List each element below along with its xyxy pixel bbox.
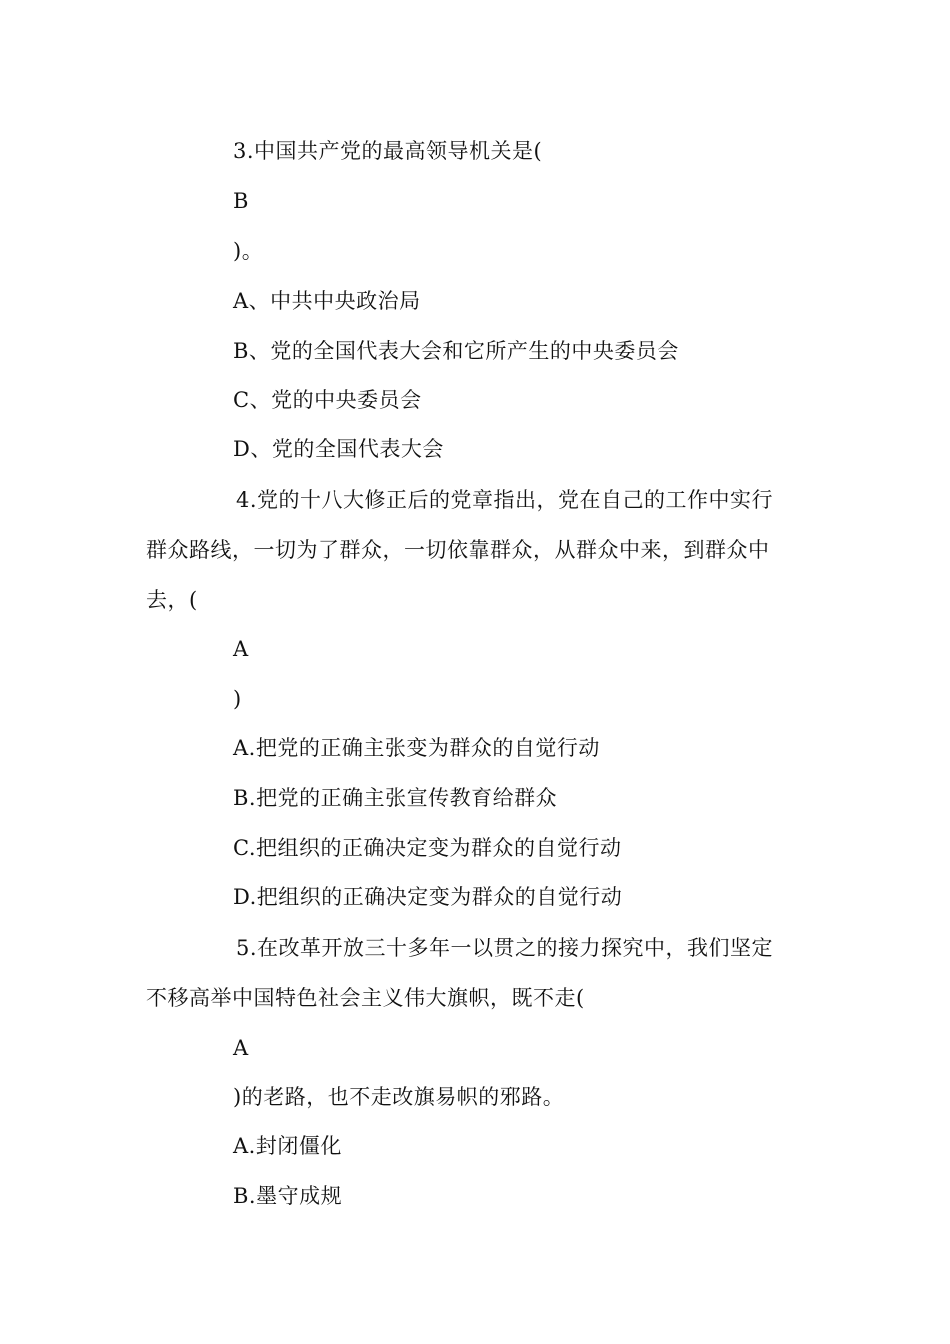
question-5-answer: A <box>233 1036 249 1060</box>
question-4-stem-line-2: 群众路线，一切为了群众，一切依靠群众，从群众中来，到群众中 <box>146 538 770 562</box>
question-3-option-b: B、党的全国代表大会和它所产生的中央委员会 <box>233 339 679 363</box>
question-3-stem-end: )。 <box>233 239 264 263</box>
question-4-option-d: D.把组织的正确决定变为群众的自觉行动 <box>233 885 623 909</box>
question-3-stem: 3.中国共产党的最高领导机关是( <box>233 139 543 163</box>
question-4-option-c: C.把组织的正确决定变为群众的自觉行动 <box>233 836 622 860</box>
question-3-option-c: C、党的中央委员会 <box>233 388 422 412</box>
question-5-stem-line-2: 不移高举中国特色社会主义伟大旗帜，既不走( <box>146 986 585 1010</box>
question-4-stem-line-3: 去，( <box>146 588 198 612</box>
question-5-stem-end: )的老路，也不走改旗易帜的邪路。 <box>233 1085 565 1109</box>
question-4-option-a: A.把党的正确主张变为群众的自觉行动 <box>233 736 600 760</box>
question-5-stem-line-1: 5.在改革开放三十多年一以贯之的接力探究中，我们坚定 <box>236 936 774 960</box>
question-4-option-b: B.把党的正确主张宣传教育给群众 <box>233 786 558 810</box>
question-4-answer: A <box>233 637 249 661</box>
question-4-stem-end: ) <box>233 687 242 711</box>
question-3-option-a: A、中共中央政治局 <box>233 289 421 313</box>
question-5-option-b: B.墨守成规 <box>233 1184 343 1208</box>
question-5-option-a: A.封闭僵化 <box>233 1134 342 1158</box>
question-4-stem-line-1: 4.党的十八大修正后的党章指出，党在自己的工作中实行 <box>236 488 774 512</box>
question-3-answer: B <box>233 189 249 213</box>
question-3-option-d: D、党的全国代表大会 <box>233 437 444 461</box>
